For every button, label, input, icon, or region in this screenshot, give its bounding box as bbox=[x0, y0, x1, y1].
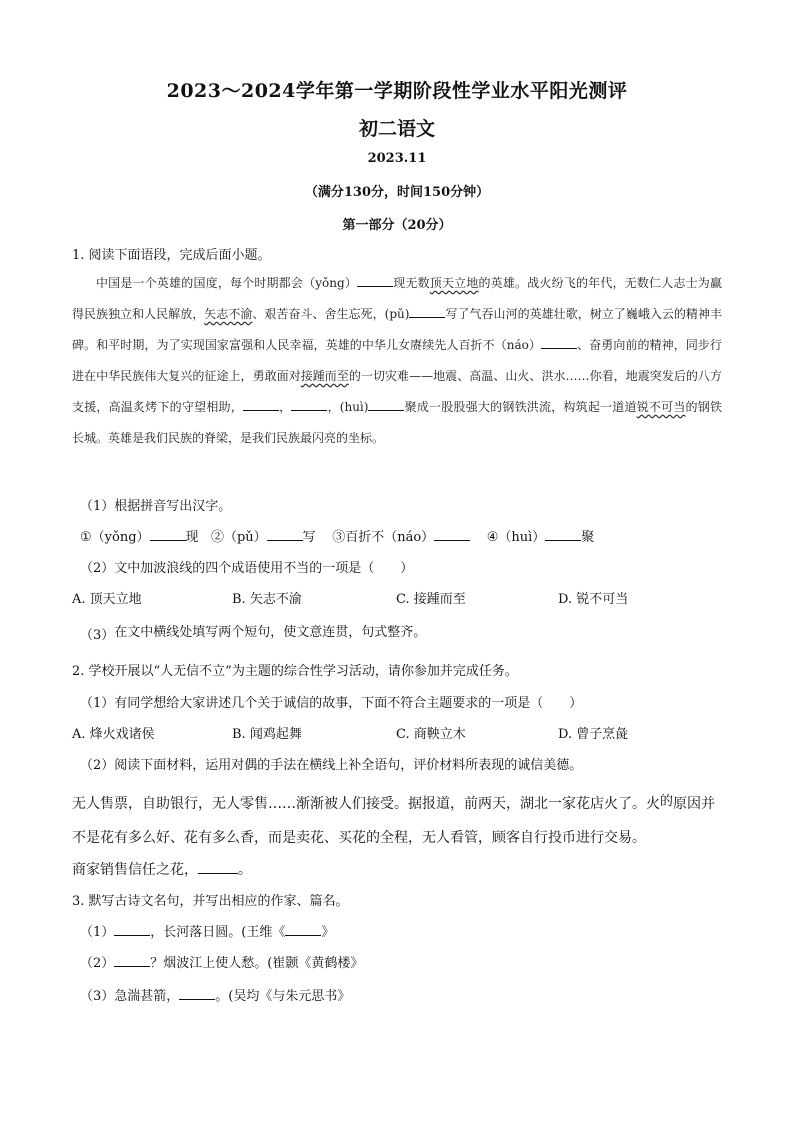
q3-line-1: （1） ，长河落日圆。(王维《 》 bbox=[80, 925, 335, 940]
blank-yong[interactable] bbox=[357, 274, 393, 287]
idiom-1: 顶天立地 bbox=[429, 276, 479, 290]
q1-option-c[interactable]: C. 接踵而至 bbox=[396, 592, 466, 607]
q1-sub3: （3）在文中横线处填写两个短句，使文意连贯，句式整齐。 bbox=[80, 625, 427, 643]
q3-blank-2[interactable] bbox=[114, 954, 150, 967]
answer-blank-4[interactable] bbox=[545, 528, 581, 541]
q2-option-a[interactable]: A. 烽火戏诸侯 bbox=[72, 727, 155, 742]
q1-stem: 1. 阅读下面语段，完成后面小题。 bbox=[72, 248, 271, 263]
q1-option-a[interactable]: A. 顶天立地 bbox=[72, 592, 142, 607]
blank-pu[interactable] bbox=[409, 305, 445, 318]
q2-answer-line: 商家销售信任之花， 。 bbox=[72, 862, 252, 878]
q2-option-d[interactable]: D. 曾子烹彘 bbox=[558, 727, 629, 742]
idiom-3: 接踵而至 bbox=[300, 369, 349, 383]
answer-blank-1[interactable] bbox=[150, 528, 186, 541]
idiom-4: 锐不可当 bbox=[636, 400, 686, 414]
q3-stem: 3. 默写古诗文名句，并写出相应的作家、篇名。 bbox=[72, 894, 349, 909]
answer-blank-2[interactable] bbox=[267, 528, 303, 541]
part-heading: 第一部分（20分） bbox=[342, 218, 452, 233]
blank-nao[interactable] bbox=[541, 336, 577, 349]
q1-sub1: （1）根据拼音写出汉字。 bbox=[80, 499, 232, 514]
q1-option-b[interactable]: B. 矢志不渝 bbox=[232, 592, 302, 607]
q2-answer-blank[interactable] bbox=[198, 861, 238, 874]
q1-option-d[interactable]: D. 锐不可当 bbox=[558, 592, 629, 607]
q2-material-line-2: 不是花有多么好、花有多么香，而是卖花、买花的全程，无人看管，顾客自行投币进行交易。 bbox=[72, 830, 646, 846]
q3-blank-title[interactable] bbox=[285, 923, 321, 936]
q2-material-line-1: 无人售票，自助银行，无人零售……渐渐被人们接受。据报道，前两天，湖北一家花店火了。火的原因并 bbox=[72, 794, 716, 812]
q2-option-c[interactable]: C. 商鞅立木 bbox=[396, 727, 466, 742]
q3-line-2: （2） ？烟波江上使人愁。(崔颢《黄鹤楼》 bbox=[80, 956, 364, 971]
blank-short-1[interactable] bbox=[243, 398, 279, 411]
q2-stem: 2. 学校开展以“人无信不立”为主题的综合性学习活动，请你参加并完成任务。 bbox=[72, 664, 518, 679]
exam-score-info: （满分130分，时间150分钟） bbox=[304, 185, 490, 200]
q3-blank-1[interactable] bbox=[114, 923, 150, 936]
exam-title: 2023～2024学年第一学期阶段性学业水平阳光测评 bbox=[166, 80, 628, 102]
q3-line-3: （3）急湍甚箭， 。(吴均《与朱元思书》 bbox=[80, 989, 351, 1004]
blank-short-2[interactable] bbox=[291, 398, 327, 411]
exam-date: 2023.11 bbox=[367, 151, 427, 166]
q3-blank-3[interactable] bbox=[179, 987, 215, 1000]
idiom-2: 矢志不渝 bbox=[204, 307, 253, 321]
q1-pinyin-row: ①（yǒng） 现 ②（pǔ） 写 ③百折不（náo） ④（huì） 聚 bbox=[80, 530, 595, 545]
q2-sub1: （1）有同学想给大家讲述几个关于诚信的故事，下面不符合主题要求的一项是（ ） bbox=[80, 696, 583, 711]
q1-sub2: （2）文中加波浪线的四个成语使用不当的一项是（ ） bbox=[80, 561, 414, 576]
q2-sub2: （2）阅读下面材料，运用对偶的手法在横线上补全语句，评价材料所表现的诚信美德。 bbox=[80, 758, 583, 773]
q2-option-b[interactable]: B. 闻鸡起舞 bbox=[232, 727, 302, 742]
answer-blank-3[interactable] bbox=[434, 528, 470, 541]
blank-hui[interactable] bbox=[368, 398, 404, 411]
q1-passage: 中国是一个英雄的国度，每个时期都会（yǒng） 现无数顶天立地的英雄。战火纷飞的年代，无数仁人志士为赢得民族独立和人民解放，矢志不渝、艰苦奋斗、舍生忘死，(pǔ) 写了气吞山河的英雄壮歌，树立了巍峨入云的精神丰碑。和平时期，为了实现国家富强和人民幸福，英雄的中华儿女赓续先人百折不（náo） 、奋勇向前的精神，同步行进在中华民族伟大复兴的征途上，勇敢面对接踵而至的一切灾难——地震、高温、山火、洪水……你看，地震突发后的八方支援，高温炙烤下的守望相助， ， ，(huì) 聚成一股股强大的钢铁洪流，构筑起一道道锐不可当的钢铁长城。英雄是我们民族的脊梁，是我们民族最闪亮的坐标。 bbox=[72, 276, 722, 445]
exam-subject: 初二语文 bbox=[358, 118, 435, 140]
